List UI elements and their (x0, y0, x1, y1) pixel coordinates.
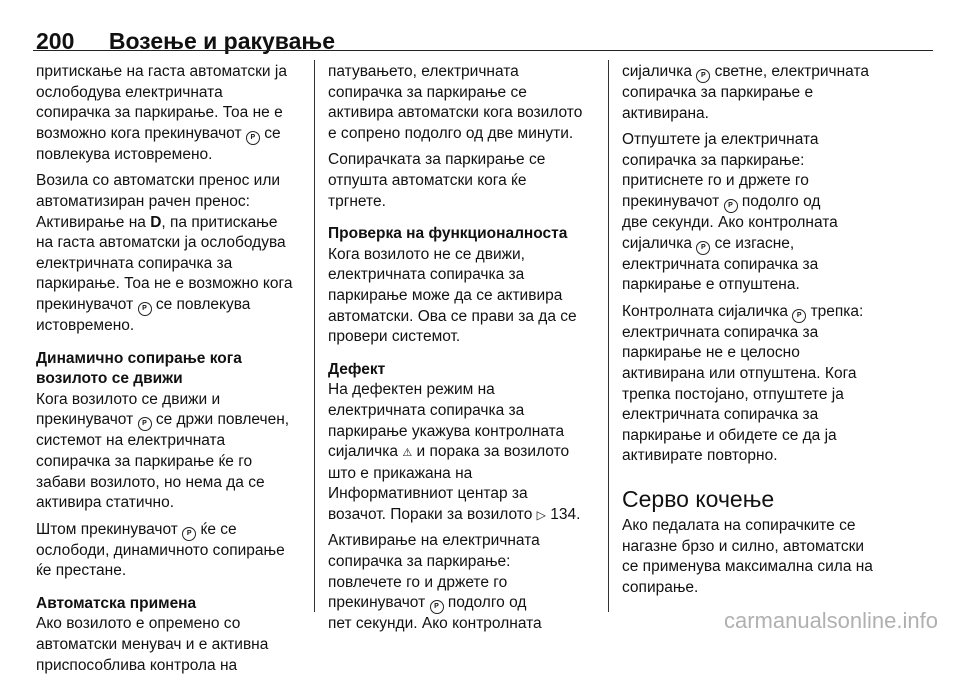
section-auto-apply (36, 594, 308, 615)
paragraph: Кога возилото не се движи, електричната сопирачка за паркирање може да се активира автоматски. Ова се прави за да се провери системот. (328, 245, 577, 346)
parking-brake-icon: P (792, 309, 806, 323)
column-3 (622, 62, 894, 604)
page-reference-icon: ▷ (536, 507, 546, 522)
paragraph: Кога возилото се движи и прекинувачот P се држи повлечен, системот на електричната сопирачка за паркирање ќе го забави возилото, но нема да се активира статично. (36, 390, 290, 512)
page-reference[interactable]: 134. (550, 505, 581, 523)
watermark: carmanualsonline.info (723, 608, 938, 633)
paragraph: Штом прекинувачот P ќе се ослободи, динамичното сопирање ќе престане. (36, 520, 285, 580)
paragraph: Контролната сијаличка P трепка: електричната сопирачка за паркирање не е целосно активирана или отпуштена. Кога трепка постојано, отпуштете ја електричната сопирачка за паркирање и обидете се да ја активирате повторно. (622, 302, 864, 465)
chapter-title: Возење и ракување (108, 28, 336, 54)
subheading: Дефект (328, 360, 386, 378)
section-heading-servo-braking: Серво кочење (622, 485, 775, 512)
gear-d-label: D (150, 213, 162, 231)
parking-brake-icon: P (246, 131, 260, 145)
parking-brake-icon: P (182, 527, 196, 541)
parking-brake-icon: P (724, 199, 738, 213)
subheading: Автоматска примена (36, 594, 197, 612)
paragraph: Активирање на електричната сопирачка за паркирање: повлечете го и држете го прекинувачот P подолго од пет секунди. Ако контролната (328, 532, 542, 633)
section-function-check (328, 224, 600, 245)
page-header (36, 28, 335, 52)
parking-brake-icon: P (138, 417, 152, 431)
column-1 (36, 62, 308, 682)
paragraph: Сопирачката за паркирање се отпушта автоматски кога ќе тргнете. (328, 151, 546, 210)
section-dynamic-braking (36, 349, 308, 390)
column-divider (608, 60, 609, 612)
header-rule (33, 50, 933, 51)
column-divider (314, 60, 315, 612)
paragraph: сијаличка P светне, електричната сопирачка за паркирање е активирана. (622, 63, 869, 122)
page-number: 200 (36, 28, 75, 54)
paragraph: Возила со автоматски пренос или автоматизиран рачен пренос: Активирање на D, па притискање на гаста автоматски ја ослободува електричната сопирачка за паркирање. Тоа не е возможно кога прекинувачот P се повлекува истовремено. (36, 172, 293, 334)
column-2 (328, 62, 600, 641)
warning-lamp-icon: ⚠ (402, 447, 413, 460)
paragraph: Ако возилото е опремено со автоматски менувач и е активна приспособлива контрола на (36, 615, 269, 674)
subheading: Динамично сопирање кога (36, 349, 242, 367)
parking-brake-icon: P (696, 69, 710, 83)
subheading: Проверка на функционалноста (328, 225, 568, 243)
parking-brake-icon: P (696, 241, 710, 255)
paragraph: притискање на гаста автоматски ја ослободува електричната сопирачка за паркирање. Тоа не е возможно кога прекинувачот P се повлекува истовремено. (36, 63, 287, 163)
parking-brake-icon: P (138, 302, 152, 316)
paragraph: Отпуштете ја електричната сопирачка за паркирање: притиснете го и држете го прекинувачот P подолго од две секунди. Ако контролната сијаличка P се изгасне, електричната сопирачка за паркирање е отпуштена. (622, 131, 838, 294)
paragraph: патувањето, електричната сопирачка за паркирање се активира автоматски кога возилото е сопрено подолго од две минути. (328, 63, 583, 142)
paragraph: На дефектен режим на електричната сопирачка за паркирање укажува контролната сијаличка ⚠ и порака за возилото што е прикажана на Информативниот центар за возачот. Пораки за возилото ▷ 134. (328, 381, 581, 523)
parking-brake-icon: P (430, 600, 444, 614)
paragraph: Ако педалата на сопирачките се нагазне брзо и силно, автоматски се применува максимална сила на сопирање. (622, 516, 873, 596)
section-fault (328, 360, 600, 381)
subheading: возилото се движи (36, 370, 183, 388)
